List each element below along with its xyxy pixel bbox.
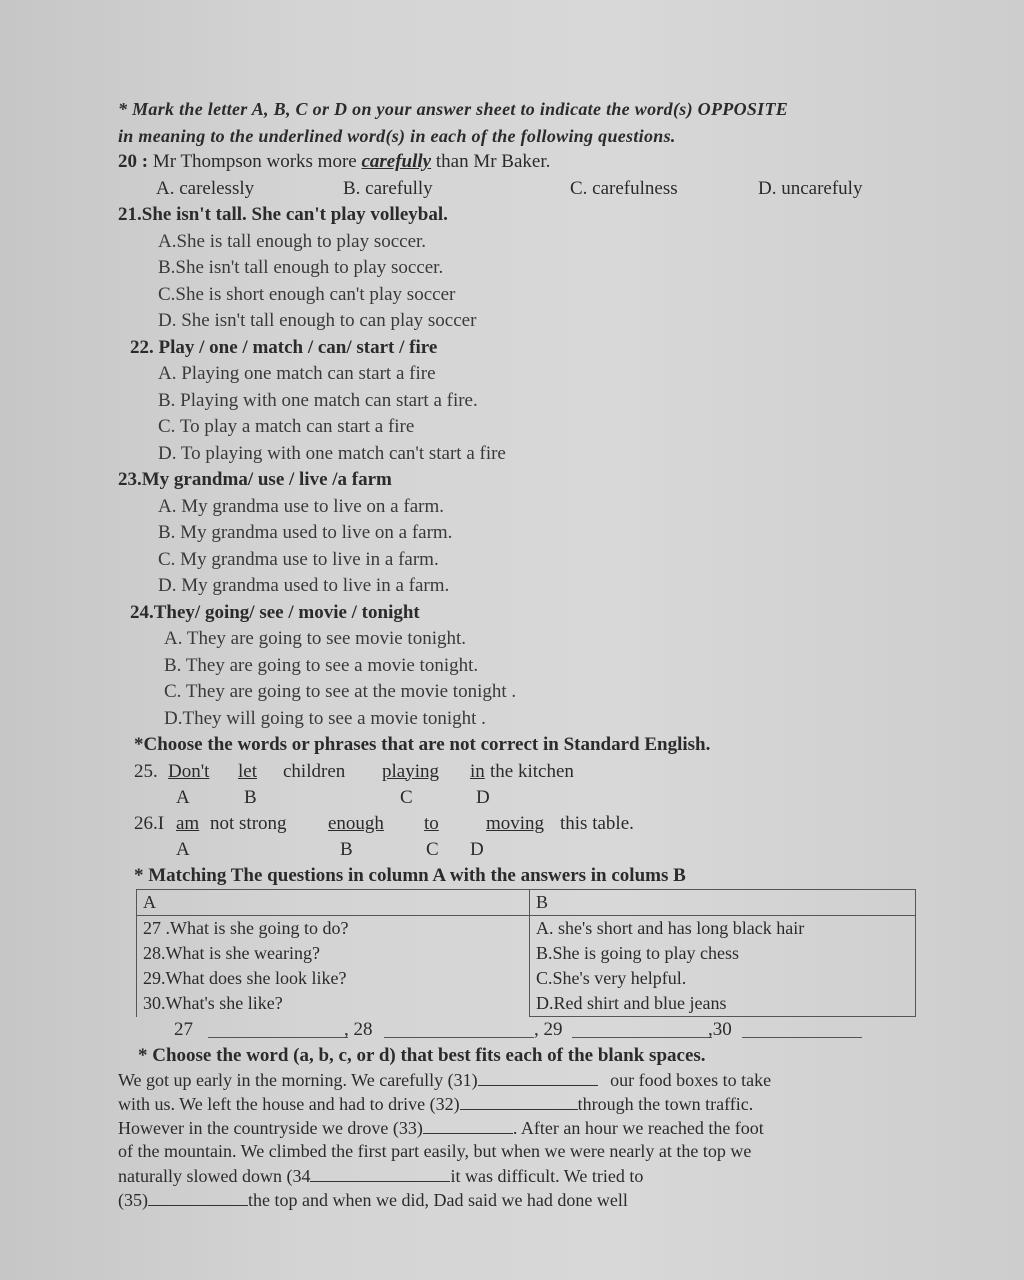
cloze-text: (35)	[118, 1190, 148, 1210]
cloze-text: . After an hour we reached the foot	[512, 1118, 764, 1138]
error-instruction: *Choose the words or phrases that are not correct in Standard English.	[134, 734, 711, 755]
question-text: Mr Thompson works more	[152, 151, 357, 172]
blank-line-30	[742, 1037, 862, 1038]
option-b: B. carefully	[343, 177, 433, 199]
question-cell	[137, 916, 530, 1017]
letter-b: B	[340, 838, 353, 860]
answer-cell	[530, 916, 916, 1017]
answer-c: C.She's very helpful.	[536, 968, 687, 988]
option-d: D. uncarefuly	[758, 177, 863, 199]
blank-34[interactable]	[310, 1163, 450, 1182]
letter-d: D	[470, 838, 484, 860]
question-21-option-c: C.She is short enough can't play soccer	[158, 283, 456, 305]
question-22-prompt: 22. Play / one / match / can/ start / fire	[130, 336, 438, 358]
column-a-header: A	[137, 890, 530, 916]
question-24-option-a: A. They are going to see movie tonight.	[164, 628, 467, 649]
question-26	[118, 811, 948, 837]
part-text-end: the kitchen	[490, 760, 574, 782]
cloze-text: through the town traffic.	[577, 1094, 754, 1114]
part-d: in	[470, 760, 485, 782]
part-text: children	[283, 760, 346, 782]
letter-b: B	[244, 786, 257, 808]
question-number: 20 :	[118, 151, 149, 172]
cloze-line-1	[118, 1067, 918, 1091]
question-number: 26.I	[134, 812, 165, 834]
underlined-word: carefully	[361, 151, 432, 172]
part-a: Don't	[168, 760, 210, 782]
part-text: not strong	[210, 812, 287, 834]
question-22-option-b: B. Playing with one match can start a fire.	[158, 389, 478, 411]
part-a: am	[176, 812, 200, 834]
question-21-option-a: A.She is tall enough to play soccer.	[158, 230, 427, 252]
question-21-option-b: B.She isn't tall enough to play soccer.	[158, 257, 444, 278]
question-21-prompt: 21.She isn't tall. She can't play volleybal.	[118, 204, 448, 225]
cloze-line-5	[118, 1163, 918, 1187]
question-22-option-d: D. To playing with one match can't start a fire	[158, 442, 506, 464]
table-row	[137, 916, 916, 1017]
blank-35[interactable]	[148, 1187, 248, 1206]
answer-a: A. she's short and has long black hair	[536, 918, 805, 938]
question-number: 25.	[134, 760, 158, 782]
cloze-text: with us. We left the house and had to drive (32)	[118, 1094, 460, 1114]
answer-d: D.Red shirt and blue jeans	[536, 993, 727, 1013]
question-25	[118, 759, 948, 785]
cloze-instruction: * Choose the word (a, b, c, or d) that best fits each of the blank spaces.	[138, 1045, 706, 1066]
question-23-option-a: A. My grandma use to live on a farm.	[158, 495, 444, 517]
question-28: 28.What is she wearing?	[143, 943, 320, 963]
column-b-header: B	[530, 890, 916, 916]
part-text-end: this table.	[560, 812, 634, 834]
question-text-end: than Mr Baker.	[435, 151, 551, 172]
cloze-text: However in the countryside we drove (33)	[118, 1118, 423, 1138]
blank-31[interactable]	[478, 1067, 598, 1086]
letter-c: C	[426, 838, 439, 860]
blank-27[interactable]: 27	[174, 1019, 193, 1040]
matching-answer-blanks	[148, 1017, 948, 1043]
question-21-option-d: D. She isn't tall enough to can play soccer	[158, 310, 477, 331]
question-30: 30.What's she like?	[143, 993, 283, 1013]
blank-33[interactable]	[423, 1115, 513, 1134]
worksheet-content	[118, 96, 948, 1211]
cloze-text: the top and when we did, Dad said we had done well	[248, 1190, 628, 1210]
part-d: moving	[486, 812, 545, 834]
part-b: let	[238, 760, 257, 782]
question-24-option-c: C. They are going to see at the movie tonight .	[164, 681, 517, 702]
question-27: 27 .What is she going to do?	[143, 918, 349, 938]
blank-line-27	[208, 1037, 348, 1038]
question-25-letters	[118, 785, 948, 811]
cloze-line-2	[118, 1091, 918, 1115]
question-20-options	[118, 176, 948, 203]
part-b: enough	[328, 812, 384, 834]
matching-table	[136, 889, 916, 1017]
question-23-option-d: D. My grandma used to live in a farm.	[158, 575, 450, 596]
question-29: 29.What does she look like?	[143, 968, 347, 988]
question-23-prompt: 23.My grandma/ use / live /a farm	[118, 469, 392, 490]
question-23-option-c: C. My grandma use to live in a farm.	[158, 548, 439, 570]
letter-c: C	[400, 786, 413, 808]
blank-29[interactable]: , 29	[534, 1019, 563, 1040]
blank-line-29	[572, 1037, 712, 1038]
letter-d: D	[476, 786, 490, 808]
question-23-option-b: B. My grandma used to live on a farm.	[158, 522, 453, 543]
question-24-option-d: D.They will going to see a movie tonight .	[164, 707, 486, 729]
cloze-passage	[118, 1067, 918, 1211]
cloze-text: it was difficult. We tried to	[450, 1166, 644, 1186]
matching-instruction: * Matching The questions in column A with the answers in colums B	[134, 864, 686, 886]
question-24-option-b: B. They are going to see a movie tonight.	[164, 654, 479, 676]
part-c: playing	[382, 760, 439, 782]
cloze-line-4: of the mountain. We climbed the first part easily, but when we were nearly at the top we	[118, 1141, 752, 1161]
letter-a: A	[176, 786, 190, 808]
letter-a: A	[176, 838, 190, 860]
question-26-letters	[118, 837, 948, 863]
question-20	[118, 149, 948, 176]
question-24-prompt: 24.They/ going/ see / movie / tonight	[130, 601, 420, 623]
answer-b: B.She is going to play chess	[536, 943, 739, 963]
cloze-text: our food boxes to take	[610, 1070, 772, 1090]
question-22-option-c: C. To play a match can start a fire	[158, 416, 415, 437]
blank-30[interactable]: ,30	[708, 1019, 732, 1040]
blank-28[interactable]: , 28	[344, 1019, 373, 1040]
part-c: to	[424, 812, 439, 834]
opposite-instruction-line2: in meaning to the underlined word(s) in each of the following questions.	[118, 125, 676, 146]
cloze-text: naturally slowed down (34	[118, 1166, 311, 1186]
cloze-line-6	[118, 1187, 918, 1211]
opposite-instruction-line1: * Mark the letter A, B, C or D on your answer sheet to indicate the word(s) OPPOSITE	[118, 99, 789, 119]
question-22-option-a: A. Playing one match can start a fire	[158, 363, 436, 384]
option-c: C. carefulness	[570, 177, 678, 199]
blank-line-28	[384, 1037, 534, 1038]
cloze-line-3	[118, 1115, 918, 1139]
option-a: A. carelessly	[156, 177, 255, 199]
blank-32[interactable]	[460, 1091, 578, 1110]
cloze-text: We got up early in the morning. We carefully (31)	[118, 1070, 478, 1090]
table-header-row	[137, 890, 916, 916]
